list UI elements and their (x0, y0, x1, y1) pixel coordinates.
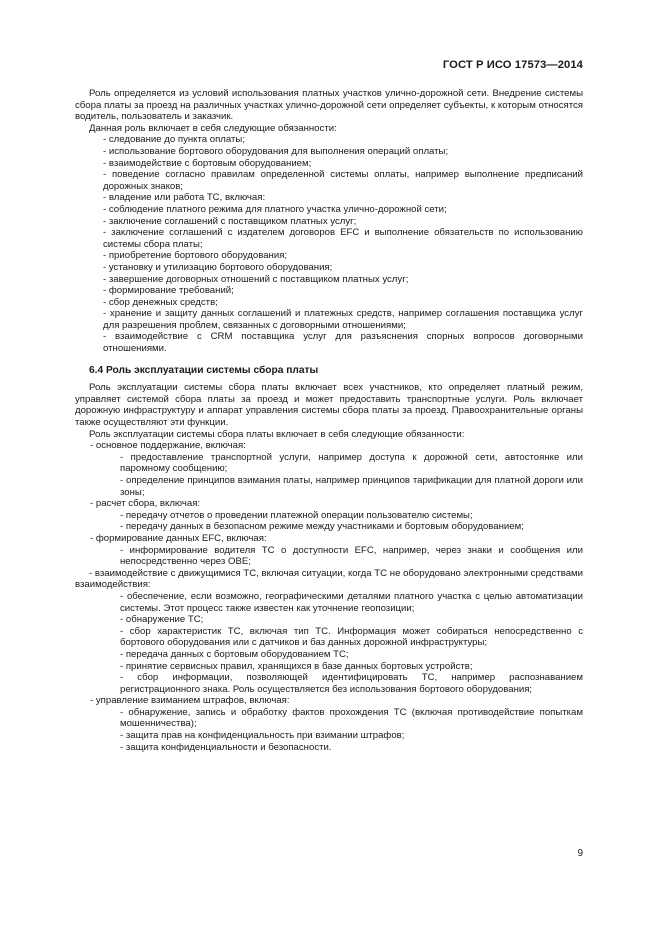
list-item: - определение принципов взимания платы, например принципов тарификации для платной дороги или зоны; (120, 475, 583, 498)
list-item: - использование бортового оборудования для выполнения операций оплаты; (103, 145, 449, 157)
group-title: - расчет сбора, включая: (90, 498, 201, 510)
list-item: - сбор информации, позволяющей идентифицировать ТС, например распознаванием регистрационного знака. Роль осуществляется без использования бортового оборудования; (120, 672, 583, 695)
duty-group (75, 440, 583, 498)
duty-group (75, 498, 583, 533)
group-title: - взаимодействие с движущимися ТС, включая ситуации, когда ТС не оборудовано электронными средствами взаимодействия: (75, 567, 583, 591)
group-title: - формирование данных EFC, включая: (90, 532, 267, 544)
list-item: - установку и утилизацию бортового оборудования; (103, 261, 333, 273)
paragraph: Данная роль включает в себя следующие обязанности: (89, 122, 337, 134)
sub-list (90, 510, 583, 533)
list-item: - заключение соглашений с поставщиком платных услуг; (103, 215, 357, 227)
list-item: - приобретение бортового оборудования; (103, 250, 288, 262)
page-number: 9 (577, 848, 583, 859)
list-item: - защита прав на конфиденциальность при взимании штрафов; (120, 730, 405, 742)
duty-group (75, 533, 583, 568)
list-item: - принятие сервисных правил, хранящихся в базе данных бортовых устройств; (120, 660, 473, 672)
duty-group (75, 695, 583, 753)
list-item: - сбор денежных средств; (103, 296, 218, 308)
list-item: - сбор характеристик ТС, включая тип ТС. Информация может собираться непосредственно с бортового оборудования или с датчиков и баз данных дорожной инфраструктуры; (120, 625, 583, 649)
list-item: - взаимодействие с бортовым оборудованием; (103, 157, 312, 169)
duties-list (75, 134, 583, 354)
list-item: - следование до пункта оплаты; (103, 134, 245, 146)
paragraph: Роль определяется из условий использования платных участков улично-дорожной сети. Внедрение системы сбора платы за проезд на различных участках улично-дорожной сети определяет субъекты, к которым относятся водитель, пользователь и заказчик. (75, 88, 583, 123)
list-item: - взаимодействие с CRM поставщика услуг для разъяснения спорных вопросов договорными отношениями. (103, 331, 583, 355)
list-item: - хранение и защиту данных соглашений и платежных средств, например соглашения поставщика услуг для разрешения проблем, связанных с договорными отношениями; (103, 308, 583, 331)
sub-list (90, 452, 583, 498)
list-item: - передача данных с бортовым оборудованием ТС; (120, 648, 349, 660)
group-title: - основное поддержание, включая: (90, 440, 246, 452)
page-body (75, 88, 583, 753)
list-item: - защита конфиденциальности и безопасности. (120, 741, 332, 753)
duty-group (75, 568, 583, 696)
list-item: - формирование требований; (103, 285, 234, 297)
sub-list (75, 591, 583, 695)
list-item: - заключение соглашений с издателем договоров EFC и выполнение обязательств по использованию системы сбора платы; (103, 227, 583, 250)
paragraph: Роль эксплуатации системы сбора платы включает всех участников, кто определяет платный режим, управляет системой сбора платы за проезд и может предоставить транспортные услуги. Роль включает дорожную инфраструктуру и аппарат управления системы сбора платы за проезд. Правоохранительные органы также осуществляют эти функции. (75, 382, 583, 429)
list-item: - поведение согласно правилам определенной системы оплаты, например выполнение предписаний дорожных знаков; (103, 169, 583, 192)
sub-list (90, 707, 583, 753)
list-item: - обеспечение, если возможно, географическими деталями платного участка с целью автоматизации системы. Этот процесс также известен как уточнение геопозиции; (120, 590, 583, 614)
list-item: - информирование водителя ТС о доступности EFC, например, через знаки и сообщения или непосредственно через OBE; (120, 544, 583, 568)
list-item: - обнаружение ТС; (120, 614, 204, 626)
document-header: ГОСТ Р ИСО 17573—2014 (442, 59, 583, 71)
sub-list (90, 545, 583, 568)
list-item: - предоставление транспортной услуги, например доступа к дорожной сети, автостоянке или паромному сообщению; (120, 451, 583, 475)
list-item: - передачу данных в безопасном режиме между участниками и бортовым оборудованием; (120, 521, 524, 533)
list-item: - передачу отчетов о проведении платежной операции пользователю системы; (120, 509, 473, 521)
paragraph: Роль эксплуатации системы сбора платы включает в себя следующие обязанности: (89, 428, 465, 440)
list-item: - владение или работа ТС, включая: (103, 192, 266, 204)
list-item: - соблюдение платного режима для платного участка улично-дорожной сети; (103, 203, 447, 215)
list-item: - завершение договорных отношений с поставщиком платных услуг; (103, 273, 409, 285)
section-heading: 6.4 Роль эксплуатации системы сбора платы (89, 364, 319, 376)
list-item: - обнаружение, запись и обработку фактов прохождения ТС (включая противодействие попыткам мошенничества); (120, 706, 583, 730)
group-title: - управление взиманием штрафов, включая: (90, 695, 290, 707)
